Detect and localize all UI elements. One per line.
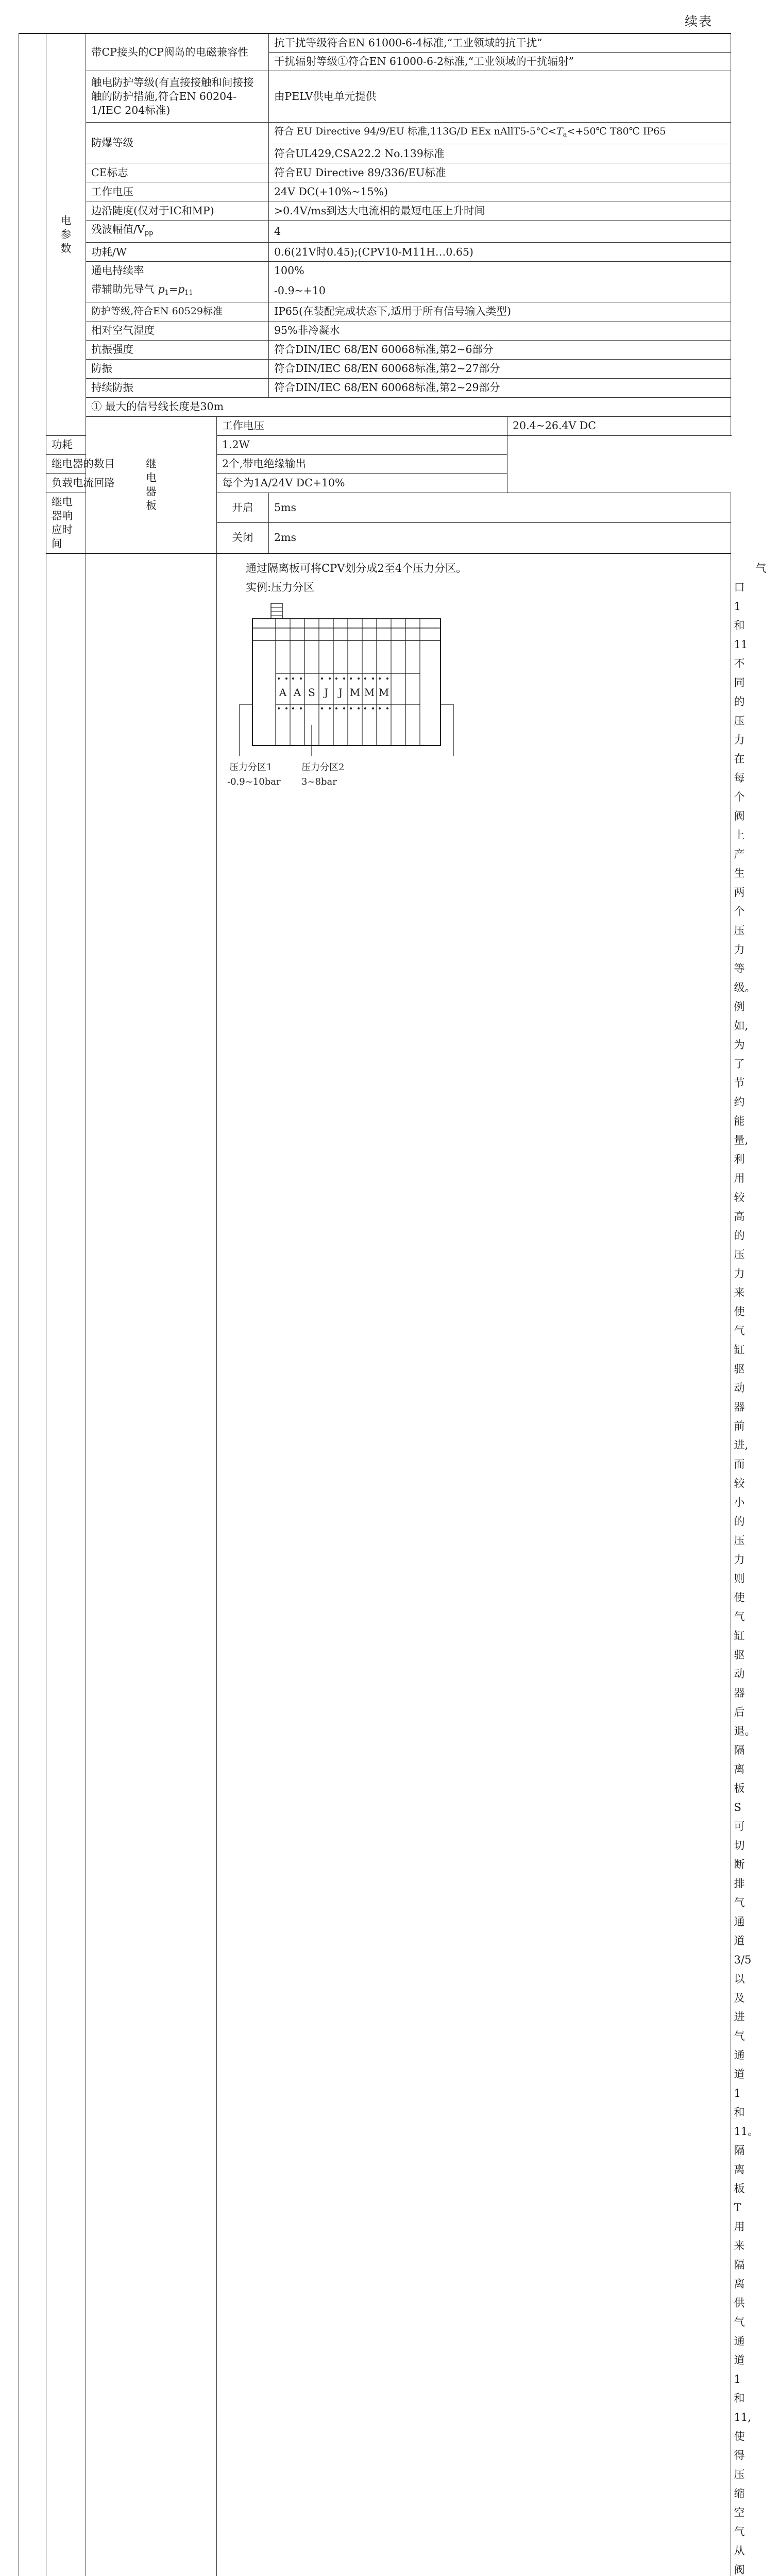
param-value: 每个为1A/24V DC+10%	[217, 473, 507, 493]
connector-block	[271, 603, 282, 619]
param-name: 防振	[86, 359, 269, 378]
param-value: -0.9~+10	[269, 280, 731, 302]
param-value: 符合UL429,CSA22.2 No.139标准	[269, 144, 731, 163]
param-value: 95%非冷凝水	[269, 321, 731, 340]
valve-island-body	[252, 619, 441, 745]
param-value: 符合DIN/IEC 68/EN 60068标准,第2~6部分	[269, 340, 731, 359]
param-value: 100%	[269, 262, 731, 280]
param-name: CE标志	[86, 163, 269, 182]
valve-letter: A	[293, 686, 301, 699]
param-value: 干扰辐射等级①符合EN 61000-6-2标准,“工业领域的干扰辐射”	[269, 53, 731, 71]
param-name: 持续防振	[86, 378, 269, 397]
relay-board-label: 继电器板	[86, 416, 217, 553]
param-value: IP65(在装配完成状态下,适用于所有信号输入类型)	[269, 302, 731, 321]
param-value: 1.2W	[217, 435, 507, 454]
param-value: 0.6(21V时0.45);(CPV10-M11H…0.65)	[269, 243, 731, 262]
param-value: 20.4~26.4V DC	[507, 416, 731, 435]
pressure-zone-diagram	[224, 601, 451, 787]
param-value: 抗干扰等级符合EN 61000-6-4标准,“工业领域的抗干扰”	[269, 33, 731, 53]
param-value: 4	[269, 221, 731, 243]
valve-letter: A	[279, 686, 287, 699]
pressure-zones-label	[46, 553, 86, 2576]
param-name: 相对空气湿度	[86, 321, 269, 340]
footnote: ① 最大的信号线长度是30m	[86, 397, 731, 416]
param-name: 工作电压	[217, 416, 507, 435]
param-name: 工作电压	[86, 182, 269, 201]
zone2-label: 压力分区2	[301, 762, 344, 773]
param-name: 继电器响应时间	[46, 493, 86, 553]
param-value: >0.4V/ms到达大电流相的最短电压上升时间	[269, 201, 731, 221]
main-params-label	[19, 33, 46, 2576]
param-value: 符合EU Directive 89/336/EU标准	[269, 163, 731, 182]
param-subname: 开启	[217, 493, 269, 523]
valve-letter: J	[337, 686, 343, 699]
param-name: 带辅助先导气 $p_1=p_{11}$	[86, 280, 269, 302]
param-name: 负载电流回路	[46, 473, 217, 493]
param-value: 2个,带电绝缘输出	[217, 454, 507, 473]
param-name: 防护等级,符合EN 60529标准	[86, 302, 269, 321]
partition-intro: 通过隔离板可将CPV划分成2至4个压力分区。	[224, 559, 724, 578]
param-subname: 关闭	[217, 523, 269, 553]
example-label: 实例:压力分区	[224, 578, 724, 597]
electrical-params-label: 电参数	[46, 33, 86, 435]
zone1-label: 压力分区1	[229, 762, 272, 773]
param-value: 符合DIN/IEC 68/EN 60068标准,第2~27部分	[269, 359, 731, 378]
zone1-range: -0.9~10bar	[227, 776, 281, 787]
param-value: 符合DIN/IEC 68/EN 60068标准,第2~29部分	[269, 378, 731, 397]
param-name: 继电器的数目	[46, 454, 217, 473]
valve-letter: S	[308, 686, 315, 699]
param-value: 符合 EU Directive 94/9/EU 标准,113G/D EEx $nAllT5-5^\circ C<T_a<+50℃$ T80℃ IP65	[269, 123, 731, 144]
zone2-range: 3~8bar	[301, 776, 337, 787]
valve-letter: M	[379, 686, 389, 699]
valve-letter: M	[364, 686, 375, 699]
spec-sheet	[19, 33, 731, 1040]
partition-left	[217, 553, 731, 2576]
valve-letter: M	[350, 686, 360, 699]
spec-table: 电参数 带CP接头的CP阀岛的电磁兼容性 抗干扰等级符合EN 61000-6-4标准,“工业领域的抗干扰” 干扰辐射等级①符合EN 61000-6-2标准,“工业领域的干扰辐射” 触电防护等级(有直接接触和间接接触的防护措施,符合EN 60204-1/IEC 204标准) 由PELV供电单元提供 防爆等级 符合 EU Directive 94/9/EU 标准,113G/D EEx $nAllT5-5^\circ C<T_a<+50℃$ T80℃ IP65 符合UL429,CSA22.2 No.139标准 CE标志 符合EU Directive 89/336/EU标准 工作电压 24V DC(+10%~15%) 边沿陡度(仅对于IC和MP) >0.4V/ms到达大电流相的最短电压上升时间 残波幅值$/V_{pp}$ 4 功耗/W 0.6(21V时0.45);(CPV10-M11H…0.65) 通电持续率 100% 带辅助先导气 $p_1=p_{11}$ -0.9~+10 防护等级,符合EN 60529标准 IP65(在装配完成状态下,适用于所有信号输入类型) 相对空气湿度 95%非冷凝水 抗振强度 符合DIN/IEC 68/EN 60068标准,第2~6部分 防振 符合DIN/IEC 68/EN 60068标准,第2~27部分 持续防振 符合DIN/IEC 68/EN 60068标准,第2~29部分 ① 最大的信号线长度是30m 继电器板 工作电压 20.4~26.4V DC 功耗 1.2W 继电器的数目 2个,带电绝缘输出 负载电流回路 每个为1A/24V DC+10% 继电器响应时间 开启 5ms 关闭 2ms 通过隔离板可将CPV划分成2至4个压力分区。 实例:压力分区 A A S J J M M M 压力分区1 -0.9~10bar 压力分区2 3~8bar 气口1和11不同的压力在每个阀上产生两个压力等级。例如,为了节约能量,利用较高的压力来使气缸驱动器前进,而较小的压力则使气缸驱动器后退。隔离板S可切断排气通道3/5以及进气通道1和11。隔离板T用来隔离供气通道1和11,使得压缩空气从阀	[19, 33, 731, 2576]
param-name: 功耗/W	[86, 243, 269, 262]
param-value: 5ms	[269, 493, 731, 523]
param-name: 防爆等级	[86, 123, 269, 163]
param-value: 由PELV供电单元提供	[269, 71, 731, 123]
param-name: 触电防护等级(有直接接触和间接接触的防护措施,符合EN 60204-1/IEC 204标准)	[86, 71, 269, 123]
param-value: 24V DC(+10%~15%)	[269, 182, 731, 201]
valve-letter: J	[323, 686, 328, 699]
param-name: 通电持续率	[86, 262, 269, 280]
param-name: 带CP接头的CP阀岛的电磁兼容性	[86, 33, 269, 71]
partition-label	[86, 553, 217, 2576]
param-value: 2ms	[269, 523, 731, 553]
param-name: 功耗	[46, 435, 217, 454]
param-name: 边沿陡度(仅对于IC和MP)	[86, 201, 269, 221]
param-name: 残波幅值$/V_{pp}$	[86, 221, 269, 243]
continued-label: 续表	[685, 11, 713, 30]
param-name: 抗振强度	[86, 340, 269, 359]
